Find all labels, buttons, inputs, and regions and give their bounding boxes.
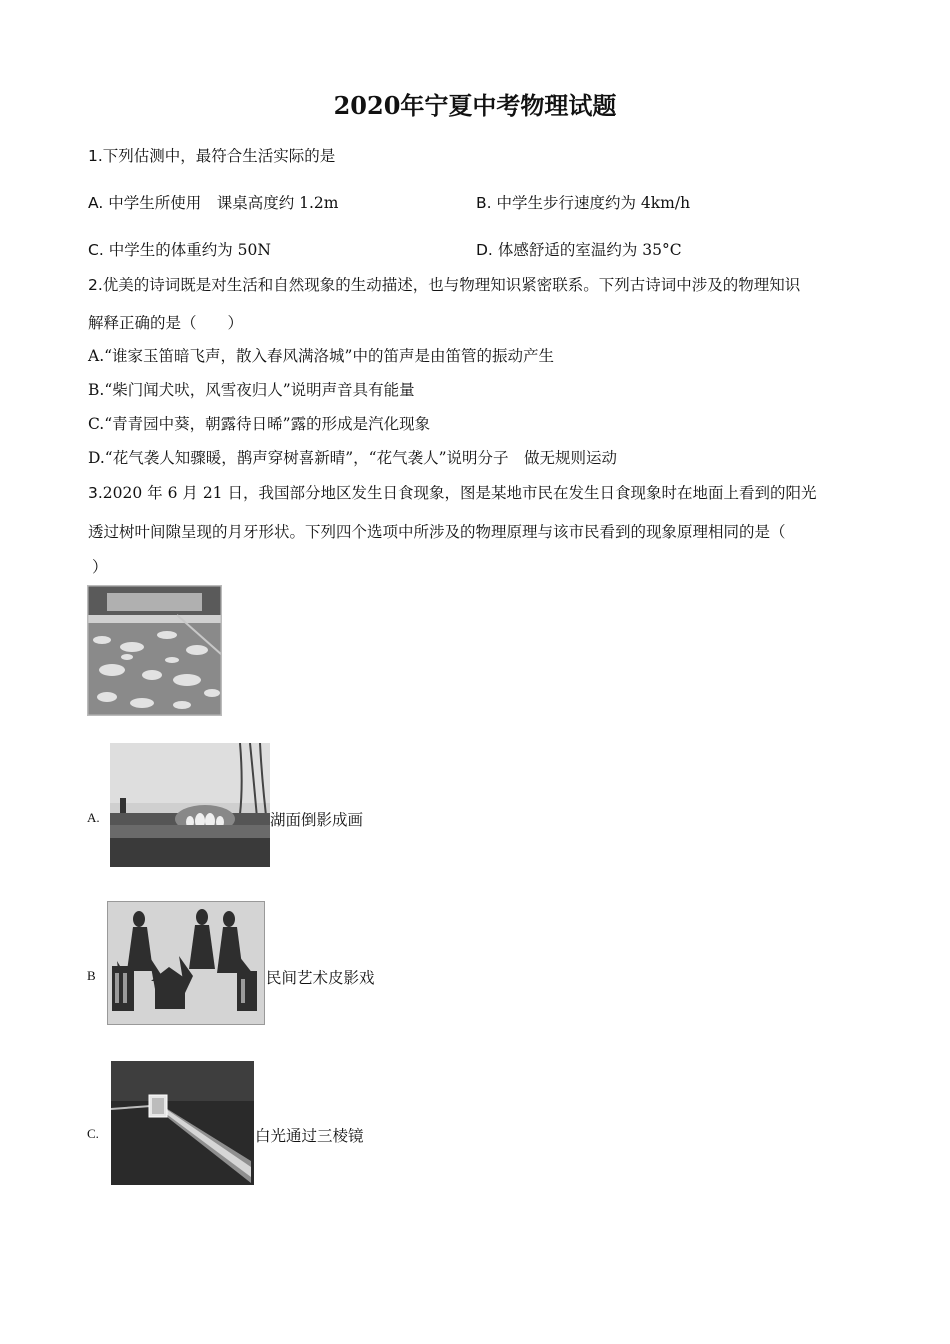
- question-1-stem: [88, 144, 335, 166]
- option-b-caption: 民间艺术皮影戏: [266, 969, 375, 987]
- question-3-number: 3.: [88, 484, 103, 502]
- prism-photo: [111, 1061, 254, 1185]
- question-1-option-b: [476, 191, 690, 213]
- option-a-letter: A.: [87, 810, 100, 825]
- question-3-text-line1: 2020 年 6 月 21 日，我国部分地区发生日食现象，图是某地市民在发生日食现象时在地面上看到的阳光: [102, 484, 817, 502]
- lake-reflection-photo: [110, 743, 270, 867]
- option-b-letter: B: [87, 968, 96, 983]
- question-2-option-d: D.“花气袭人知骤暖，鹊声穿树喜新晴”，“花气袭人”说明分子 做无规则运动: [88, 449, 618, 467]
- option-c-caption: 白光通过三棱镜: [255, 1127, 364, 1145]
- question-2-option-a: A.“谁家玉笛暗飞声，散入春风满洛城”中的笛声是由笛管的振动产生: [88, 347, 554, 365]
- question-1-option-a: [88, 191, 338, 213]
- option-letter: D.: [476, 241, 493, 259]
- question-1-option-d: [476, 238, 682, 260]
- option-letter: A.: [88, 194, 104, 212]
- page-title: 2020年宁夏中考物理试题: [333, 91, 617, 120]
- option-letter: C.: [88, 241, 104, 259]
- option-text: 体感舒适的室温约为 35°C: [497, 241, 682, 259]
- question-2-text-line1: 优美的诗词既是对生活和自然现象的生动描述，也与物理知识紧密联系。下列古诗词中涉及的物理知识: [102, 276, 801, 294]
- question-3-text-line3: ）: [92, 558, 108, 576]
- question-2-text-line2: 解释正确的是（ ）: [88, 314, 244, 332]
- question-2-option-b: B.“柴门闻犬吠，风雪夜归人”说明声音具有能量: [88, 381, 415, 399]
- question-1-text: 下列估测中，最符合生活实际的是: [102, 147, 336, 165]
- option-letter: B.: [476, 194, 492, 212]
- option-text: 中学生的体重约为 50N: [108, 241, 271, 259]
- option-text: 中学生所使用 课桌高度约 1.2m: [108, 194, 339, 212]
- option-a-caption: 湖面倒影成画: [270, 811, 364, 829]
- question-1-option-c: [88, 238, 271, 260]
- crescent-shadows-photo: [87, 585, 222, 716]
- question-2-number: 2.: [88, 276, 103, 294]
- question-3-text-line2: 透过树叶间隙呈现的月牙形状。下列四个选项中所涉及的物理原理与该市民看到的现象原理相同的是（: [88, 523, 786, 541]
- question-1-number: 1.: [88, 147, 103, 165]
- option-c-letter: C.: [87, 1126, 99, 1141]
- question-2-stem: [88, 273, 800, 295]
- shadow-puppet-photo: [107, 901, 265, 1025]
- option-text: 中学生步行速度约为 4km/h: [496, 194, 691, 212]
- question-2-option-c: C.“青青园中葵，朝露待日晞”露的形成是汽化现象: [88, 415, 431, 433]
- question-3-stem: [88, 481, 816, 503]
